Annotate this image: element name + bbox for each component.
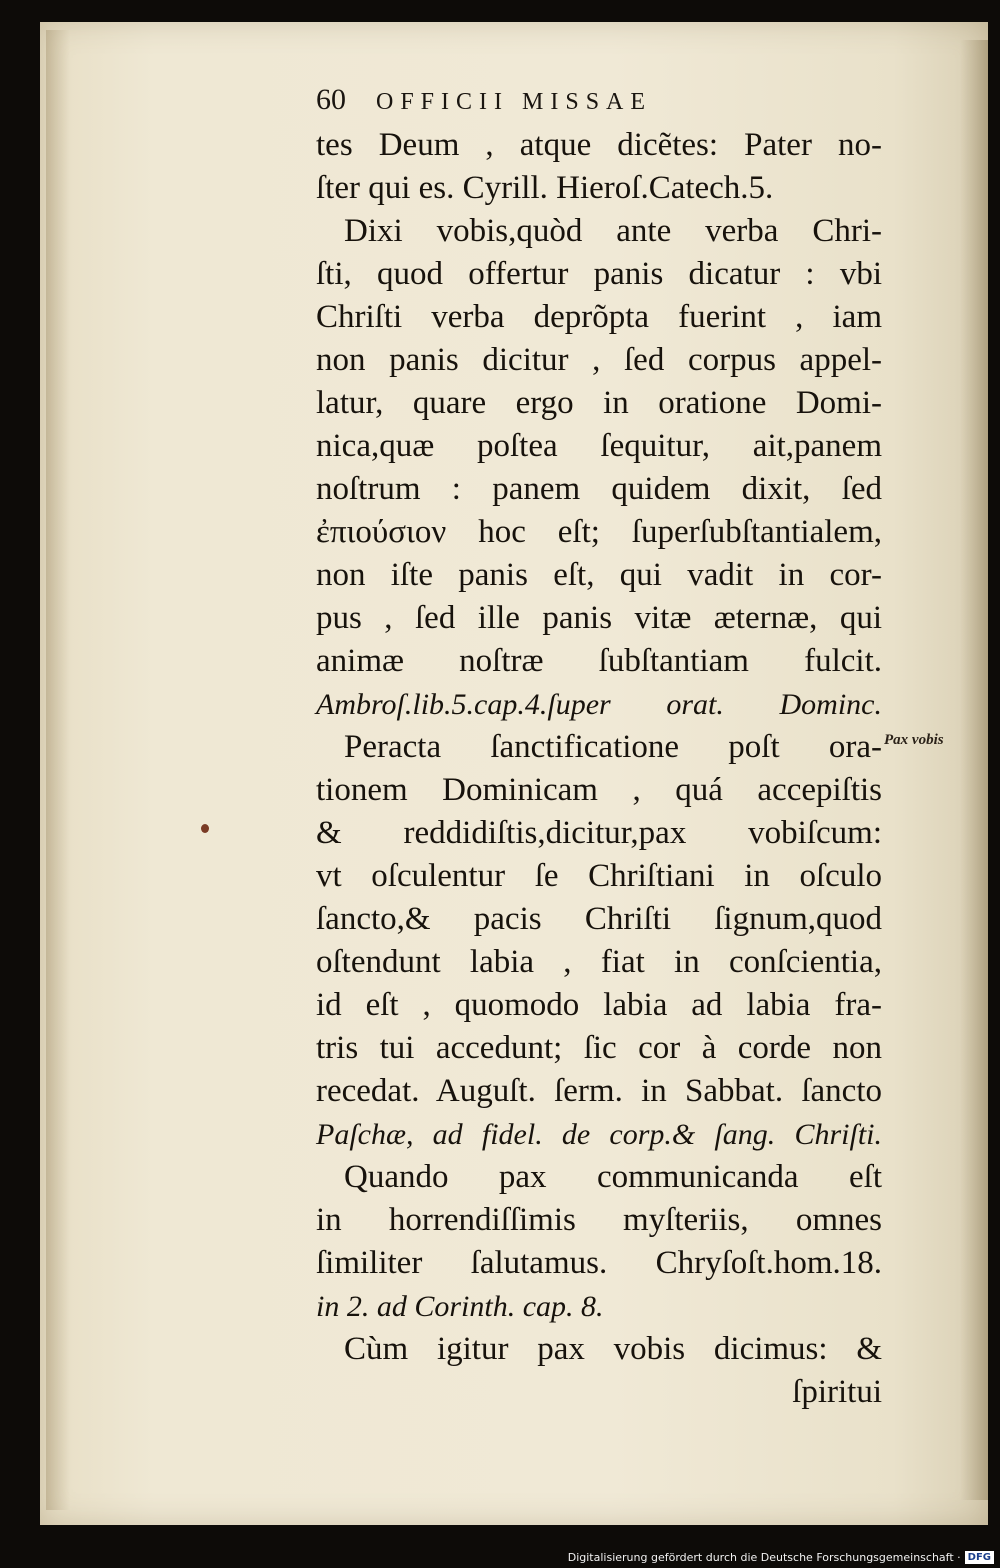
text-line: ſpiritui [792, 1374, 882, 1410]
running-title: OFFICII MISSAE [376, 89, 653, 115]
text-line: tris tui accedunt; ſic cor à corde non [316, 1030, 882, 1066]
text-line: Quando pax communicanda eſt [344, 1159, 882, 1195]
margin-note: Pax vobis [884, 732, 944, 748]
text-line: ἐπιούσιον hoc eſt; ſuperſubſtantialem, [316, 514, 882, 550]
text-line: in 2. ad Corinth. cap. 8. [316, 1290, 604, 1323]
text-line: recedat. Auguſt. ſerm. in Sabbat. ſancto [316, 1073, 882, 1109]
running-head [316, 83, 882, 117]
body-text [316, 124, 882, 1414]
text-line: pus , ſed ille panis vitæ æternæ, qui [316, 600, 882, 636]
text-line: Cùm igitur pax vobis dicimus: & [344, 1331, 882, 1367]
text-line: Peracta ſanctificatione poſt ora- [344, 729, 882, 765]
text-line: Paſchæ, ad fidel. de corp.& ſang. Chriſti. [316, 1118, 882, 1151]
text-line: Dixi vobis,quòd ante verba Chri- [344, 213, 882, 249]
text-line: noſtrum : panem quidem dixit, ſed [316, 471, 882, 507]
footer-credit [568, 1551, 994, 1564]
footer-text: Digitalisierung gefördert durch die Deutsche Forschungsgemeinschaft · [567, 1551, 961, 1564]
dfg-logo: DFG [965, 1551, 994, 1564]
text-line: oſtendunt labia , fiat in conſcientia, [316, 944, 882, 980]
page-number: 60 [316, 83, 346, 116]
text-line: vt oſculentur ſe Chriſtiani in oſculo [316, 858, 882, 894]
text-line: latur, quare ergo in oratione Domi- [316, 385, 882, 421]
text-line: Ambroſ.lib.5.cap.4.ſuper orat. Dominc. [316, 688, 882, 721]
text-line: id eſt , quomodo labia ad labia fra- [316, 987, 882, 1023]
text-line: non panis dicitur , ſed corpus appel- [316, 342, 882, 378]
text-line: animæ noſtræ ſubſtantiam fulcit. [316, 643, 882, 679]
text-line: nica,quæ poſtea ſequitur, ait,panem [316, 428, 882, 464]
text-line: tes Deum , atque dicẽtes: Pater no- [316, 127, 882, 163]
text-line: ſter qui es. Cyrill. Hieroſ.Catech.5. [316, 170, 774, 206]
text-line: non iſte panis eſt, qui vadit in cor- [316, 557, 882, 593]
ink-spot [201, 824, 209, 833]
text-line: & reddidiſtis,dicitur,pax vobiſcum: [316, 815, 882, 851]
page-gutter-shadow [46, 30, 70, 1510]
text-line: ſimiliter ſalutamus. Chryſoſt.hom.18. [316, 1245, 882, 1281]
page-edge-shadow [960, 40, 988, 1500]
text-line: tionem Dominicam , quá accepiſtis [316, 772, 882, 808]
text-line: Chriſti verba deprõpta fuerint , iam [316, 299, 882, 335]
text-line: ſancto,& pacis Chriſti ſignum,quod [316, 901, 882, 937]
text-line: ſti, quod offertur panis dicatur : vbi [316, 256, 882, 292]
text-line: in horrendiſſimis myſteriis, omnes [316, 1202, 882, 1238]
